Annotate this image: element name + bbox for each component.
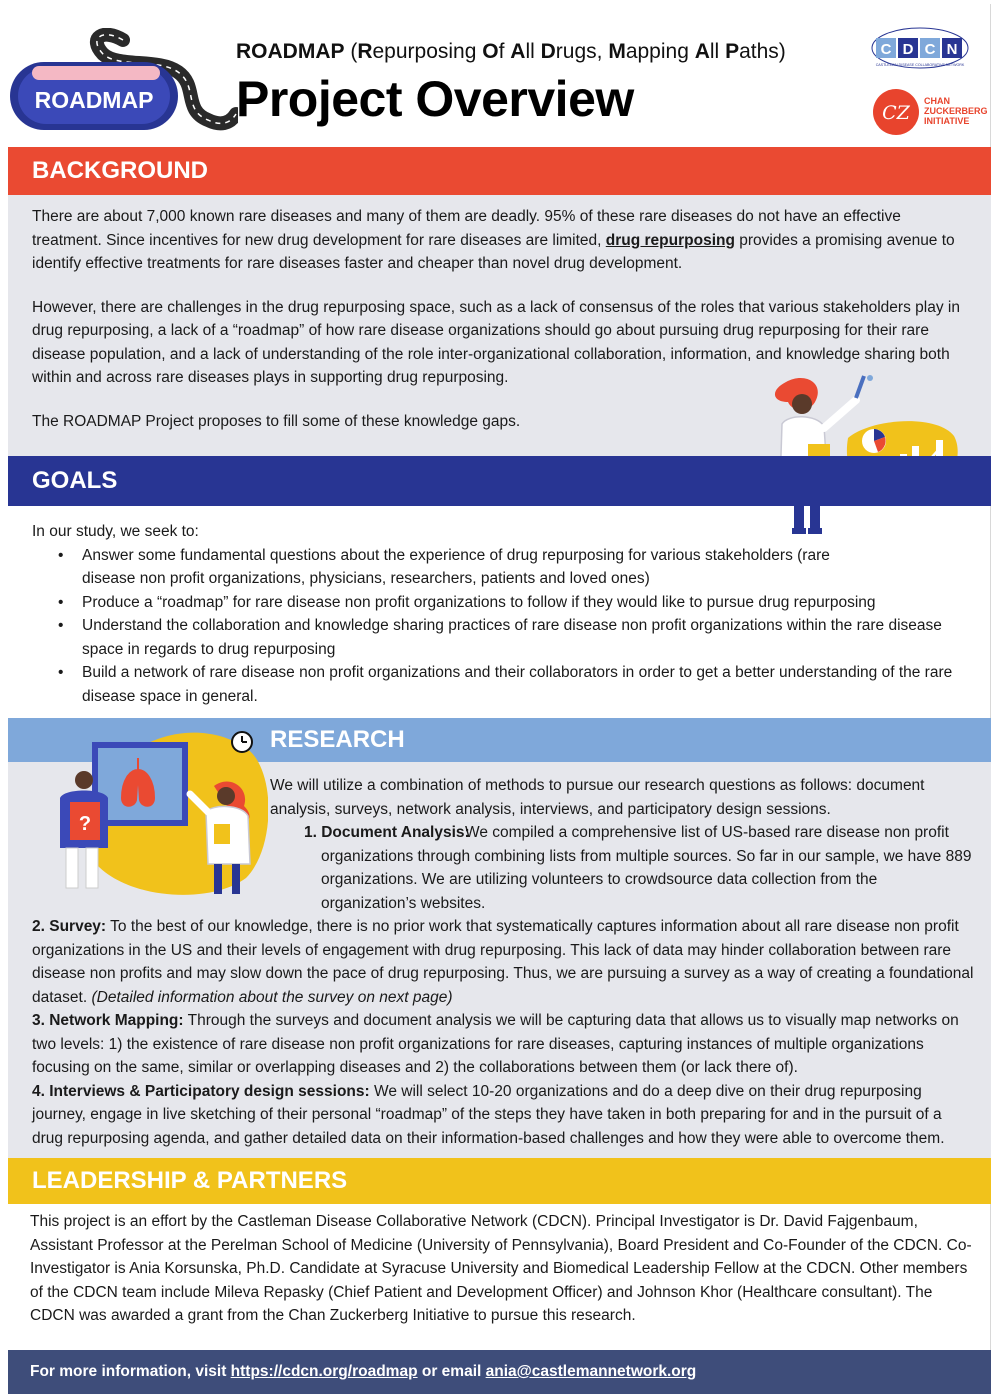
cz-mark: CZ: [882, 102, 910, 124]
background-heading: BACKGROUND: [8, 147, 991, 195]
subtitle-part: M: [608, 40, 626, 63]
subtitle-part: epurposing: [372, 40, 483, 63]
subtitle-part: P: [725, 40, 740, 63]
email-link[interactable]: ania@castlemannetwork.org: [485, 1363, 697, 1380]
goals-list-item: • Answer some fundamental questions about the experience of drug repurposing for various stakeholders (rare disease non profit organizations, physicians, researchers, patients and loved ones): [80, 544, 972, 591]
svg-text:?: ?: [78, 813, 92, 835]
roadmap-logo: [8, 28, 238, 138]
subtitle-part: f: [498, 40, 511, 63]
lung-illustration: [46, 708, 268, 898]
leadership-heading: LEADERSHIP & PARTNERS: [8, 1158, 991, 1204]
research-item-1-label: 1. Document Analysis:: [304, 824, 470, 841]
subtitle-part: A: [510, 40, 526, 63]
cz-line: CHAN: [924, 96, 950, 106]
czi-logo: [872, 88, 987, 138]
survey-note: (Detailed information about the survey on next page): [91, 988, 453, 1006]
research-item-1: [304, 821, 974, 915]
goals-list-item: • Produce a “roadmap” for rare disease non profit organizations to follow if they would like to pursue drug repurposing: [80, 591, 972, 615]
research-item-3: 3. Network Mapping: Through the surveys and document analysis we will be capturing data that allows us to visually map networks on two levels: 1) the existence of rare disease non profit organizations for rare diseases, capturing instances of multiple organizations focusing on the same, similar or overlapping diseases and 2) the collaborations between them (or lack there of).: [32, 1012, 959, 1076]
page-title: Project Overview: [236, 71, 634, 127]
footer-middle: or email: [421, 1363, 482, 1380]
cdcn-letter: D: [902, 41, 914, 58]
cdcn-letter: C: [924, 41, 936, 58]
goals-heading: GOALS: [8, 456, 991, 506]
subtitle-part: ll: [525, 40, 541, 63]
subtitle-part: R: [357, 40, 373, 63]
cz-line: ZUCKERBERG: [924, 106, 988, 116]
goals-text: [32, 520, 972, 708]
cdcn-caption: CASTLEMAN DISEASE COLLABORATIVE NETWORK: [875, 63, 965, 67]
research-heading: RESEARCH: [8, 718, 991, 762]
footer: [8, 1350, 991, 1394]
roadmap-url-link[interactable]: https://cdcn.org/roadmap: [230, 1363, 418, 1380]
research-items: [32, 915, 976, 1150]
research-item-4: 4. Interviews & Participatory design sessions: We will select 10-20 organizations and do a deep dive on their drug repurposing journey, engage in live sketching of their personal “roadmap” of the steps they have taken in both preparing for and in the pursuit of a drug repurposing agenda, and gather detailed data on their information-based challenges and how they were able to overcome them.: [32, 1082, 945, 1147]
goals-intro: In our study, we seek to:: [32, 523, 199, 540]
footer-prefix: For more information, visit: [30, 1363, 227, 1380]
roadmap-logo-text: ROADMAP: [34, 87, 154, 113]
cdcn-logo: [870, 26, 970, 78]
goals-list: [80, 544, 972, 709]
subtitle-part: ROADMAP: [236, 40, 345, 63]
subtitle-part: A: [694, 40, 710, 63]
cdcn-letter: N: [946, 41, 958, 58]
subtitle-part: (: [344, 40, 358, 63]
page: [8, 4, 991, 1394]
goals-list-item: • Understand the collaboration and knowledge sharing practices of rare disease non profit organizations within the rare disease space in regards to drug repurposing: [80, 614, 972, 661]
research-intro: We will utilize a combination of methods to pursue our research questions as follows: document analysis, surveys, network analysis, interviews, and participatory design sessions.: [270, 777, 925, 818]
research-item-2: 2. Survey: To the best of our knowledge, there is no prior work that systematically captures information about all rare disease non profit organizations in the US and their levels of engagement with drug repurposing. This lack of data may hinder collaboration between rare disease non profits and may slow down the pace of drug repurposing. Thus, we are pursuing a survey as a way of creating a foundational dataset. (Detailed information about the survey on next page): [32, 918, 974, 1006]
background-paragraph-1: There are about 7,000 known rare diseases and many of them are deadly. 95% of these rare diseases do not have an effective treatment. Since incentives for new drug development for rare diseases are limited, drug repurposing provides a promising avenue to identify effective treatments for rare diseases faster and cheaper than novel drug development.: [32, 208, 955, 272]
header: [8, 4, 991, 146]
background-paragraph-3: The ROADMAP Project proposes to fill some of these knowledge gaps.: [32, 412, 521, 430]
background-paragraph-2: However, there are challenges in the drug repurposing space, such as a lack of consensus of the roles that various stakeholders play in drug repurposing, a lack of a “roadmap” of how rare disease organizations should go about pursuing drug repurposing for their rare disease population, and a lack of understanding of the role inter-organizational collaboration, information, and knowledge sharing both within and across rare diseases plays in supporting drug repurposing.: [32, 298, 960, 386]
research-item-1-text: We compiled a comprehensive list of US-based rare disease non profit organizations through combining lists from multiple sources. So far in our sample, we have 889 organizations. We are utilizing volunteers to crowdsource data collection from the organization’s websites.: [321, 824, 972, 912]
subtitle-part: rugs,: [555, 40, 609, 63]
cdcn-letter: C: [880, 41, 892, 58]
subtitle-part: aths): [739, 40, 786, 63]
drug-repurposing-link[interactable]: drug repurposing: [605, 231, 735, 249]
subtitle-part: O: [482, 40, 499, 63]
cz-line: INITIATIVE: [924, 116, 970, 126]
subtitle-part: ll: [709, 40, 726, 63]
goals-list-item: • Build a network of rare disease non profit organizations and their collaborators in order to get a better understanding of the rare disease space in general.: [80, 661, 972, 708]
subtitle-part: D: [540, 40, 556, 63]
header-subtitle: [236, 40, 786, 64]
subtitle-part: apping: [625, 40, 695, 63]
leadership-text: This project is an effort by the Castleman Disease Collaborative Network (CDCN). Principal Investigator is Dr. David Fajgenbaum, Assistant Professor at the Perelman School of Medicine (University of Pennsylvania), Board President and Co-Founder of the CDCN. Co-Investigator is Ania Korsunska, Ph.D. Candidate at Syracuse University and Biomedical Leadership Fellow at the CDCN. Other members of the CDCN team include Mileva Repasky (Chief Patient and Development Officer) and Johnson Khor (Healthcare consultant). The CDCN was awarded a grant from the Chan Zuckerberg Initiative to pursue this research.: [30, 1213, 972, 1324]
